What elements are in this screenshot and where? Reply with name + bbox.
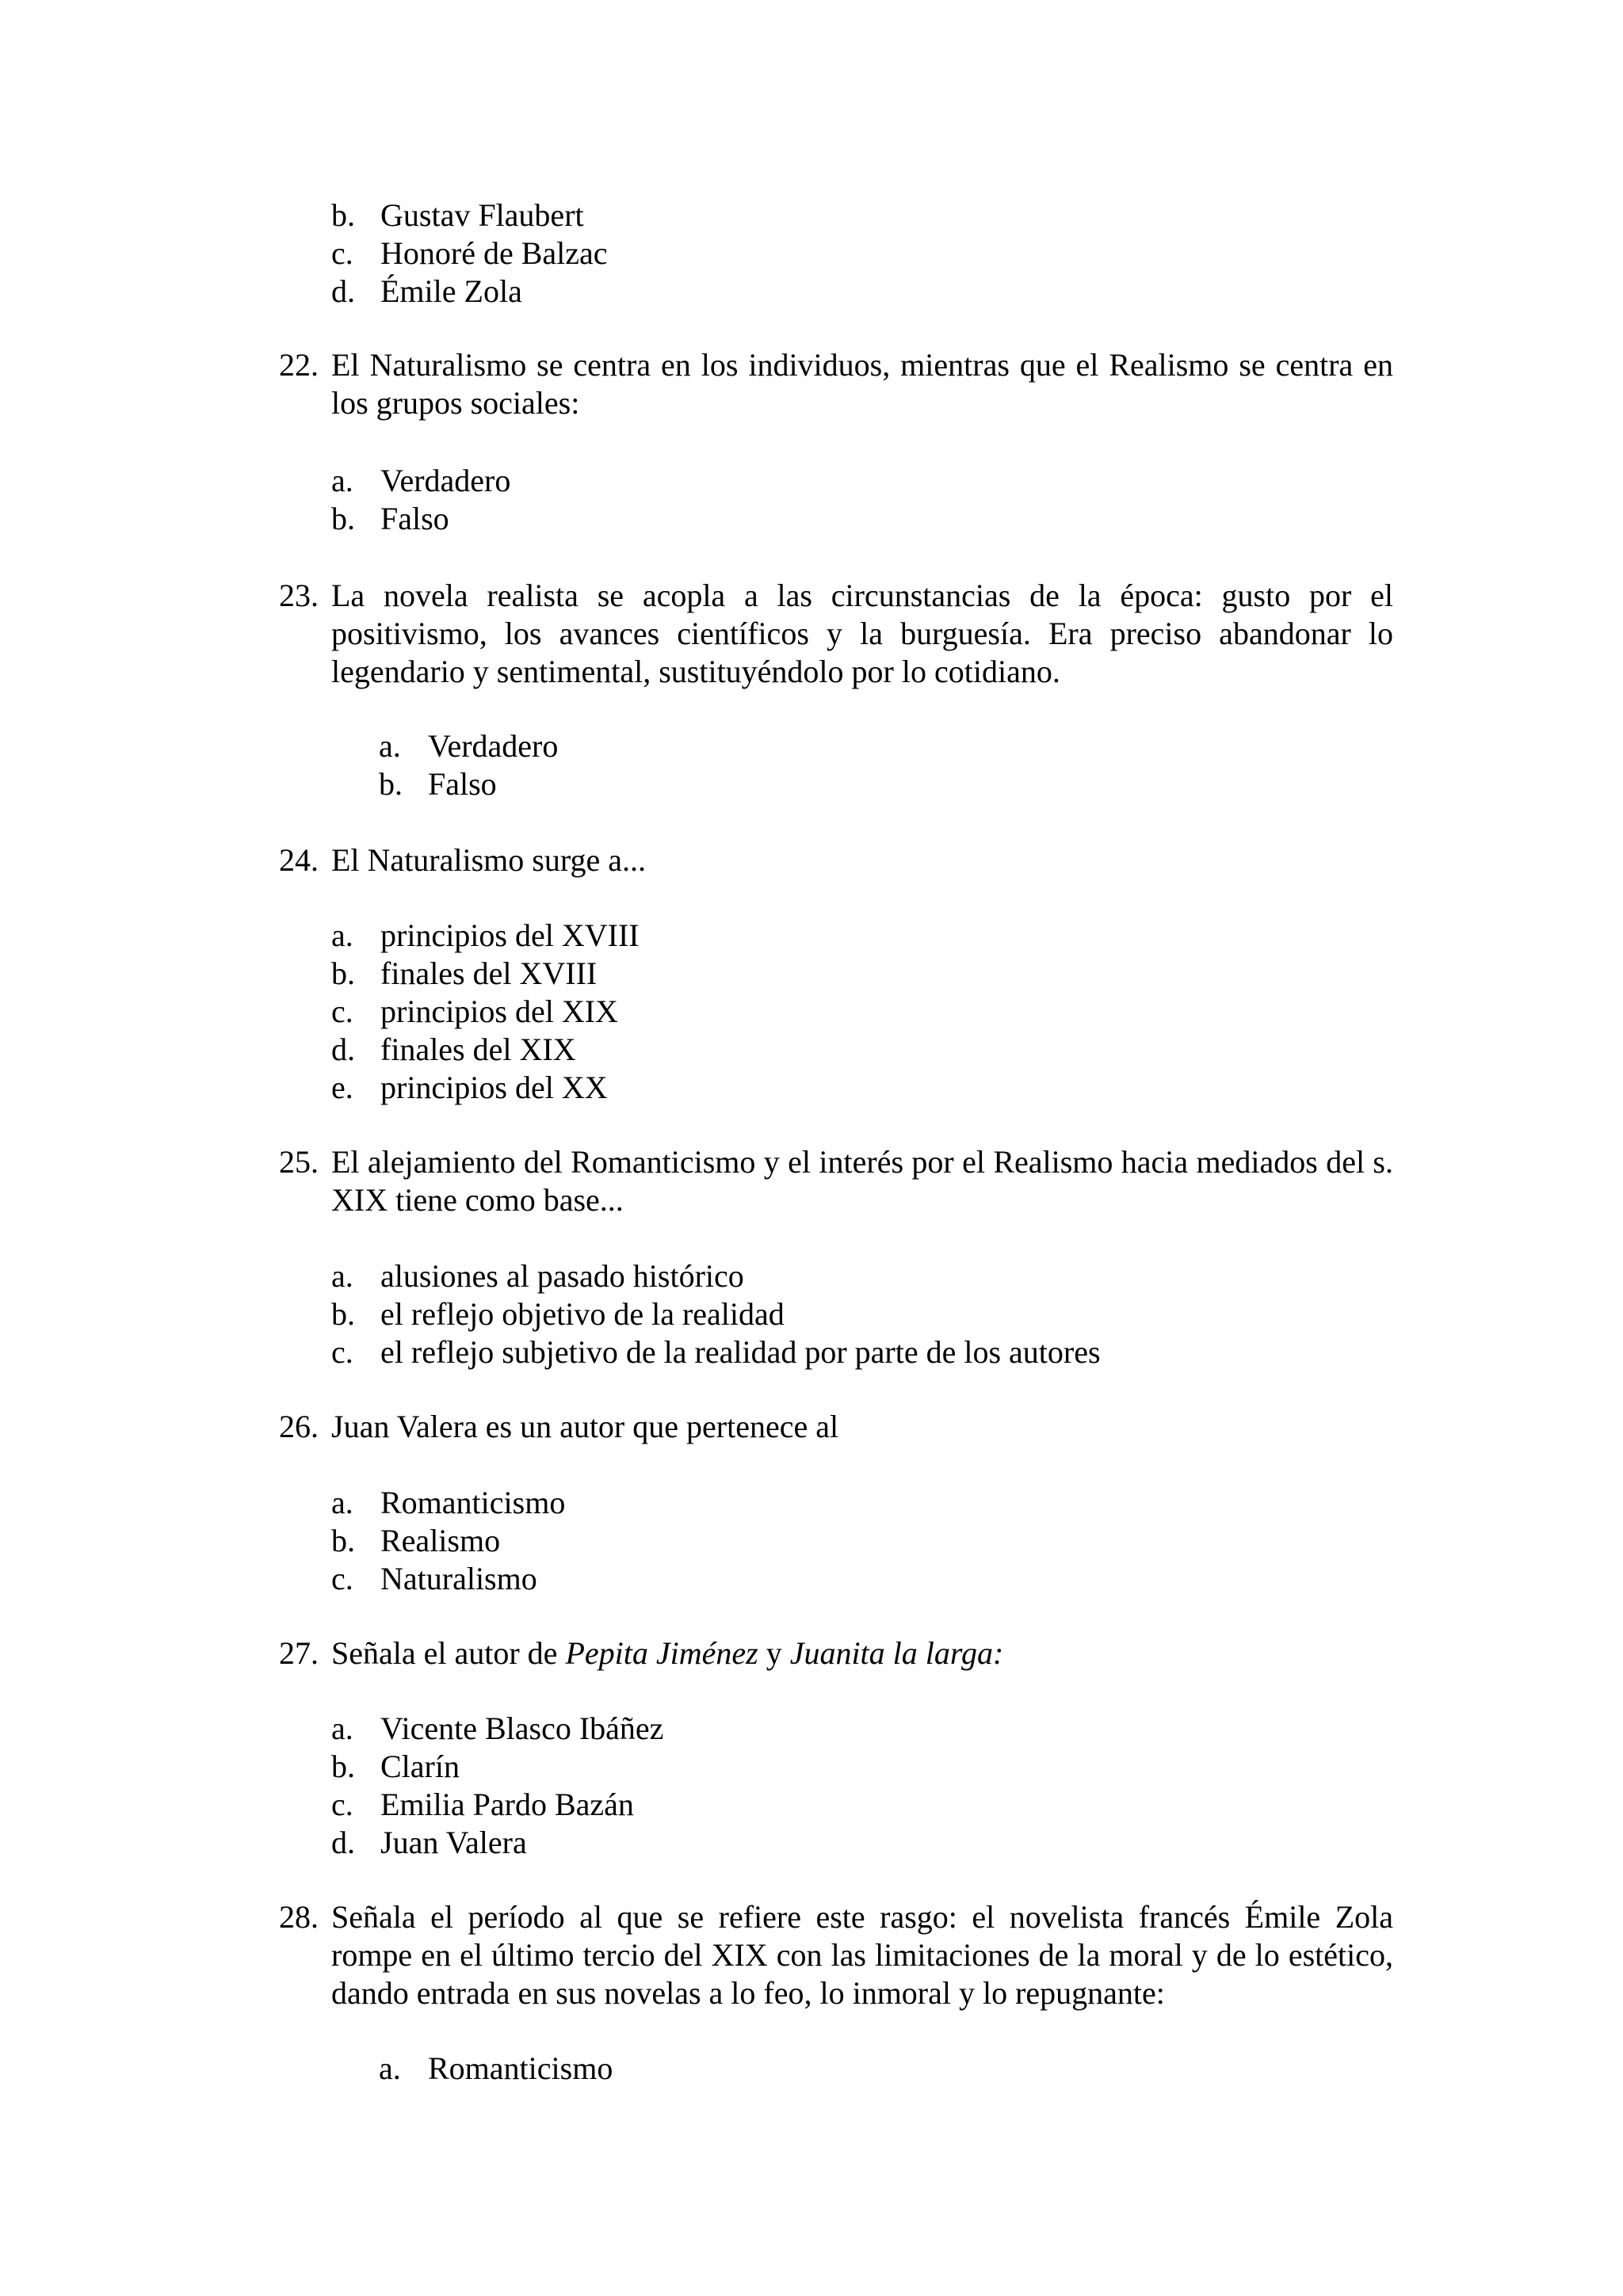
option-letter: c. (331, 994, 353, 1029)
option-text: Gustav Flaubert (380, 197, 584, 233)
question-22 (279, 346, 1393, 422)
option-letter: b. (331, 1296, 355, 1332)
question-text-mid: y (758, 1635, 790, 1671)
option-letter: c. (331, 235, 353, 271)
option-letter: c. (331, 1787, 353, 1822)
option-text: el reflejo subjetivo de la realidad por parte de los autores (380, 1334, 1101, 1370)
option-letter: a. (331, 463, 353, 498)
question-24 (279, 841, 1393, 879)
option-text: Falso (380, 501, 449, 536)
option-letter: d. (331, 1032, 355, 1067)
question-number: 23. (279, 578, 319, 613)
option-letter: c. (331, 1561, 353, 1596)
option-letter: d. (331, 1825, 355, 1860)
option-letter: a. (331, 1711, 353, 1746)
option-letter: a. (331, 1485, 353, 1520)
question-number: 28. (279, 1899, 319, 1935)
question-number: 24. (279, 842, 319, 878)
option-letter: b. (331, 197, 355, 233)
question-number: 22. (279, 347, 319, 383)
question-text: El alejamiento del Romanticismo y el interés por el Realismo hacia mediados del s. XIX tiene como base... (331, 1144, 1393, 1218)
option-letter: b. (331, 1749, 355, 1784)
option-text: Verdadero (380, 463, 511, 498)
option-letter: b. (379, 766, 403, 802)
option-letter: b. (331, 955, 355, 991)
option-text: Realismo (380, 1523, 501, 1558)
option-letter: a. (379, 2050, 401, 2086)
option-text: Naturalismo (380, 1561, 537, 1596)
question-text-pre: Señala el autor de (331, 1635, 566, 1671)
question-26 (279, 1408, 1393, 1446)
option-letter: e. (331, 1070, 353, 1105)
option-letter: a. (331, 917, 353, 953)
question-text: Señala el período al que se refiere este rasgo: el novelista francés Émile Zola rompe en el último tercio del XIX con las limitaciones de la moral y de lo estético, dando entrada en sus novelas a lo feo, lo inmoral y lo repugnante: (331, 1899, 1393, 2011)
option-text: principios del XVIII (380, 917, 640, 953)
book-title: Juanita la larga: (789, 1635, 1004, 1671)
option-text: Romanticismo (428, 2050, 613, 2086)
option-letter: b. (331, 1523, 355, 1558)
option-text: Vicente Blasco Ibáñez (380, 1711, 664, 1746)
question-number: 26. (279, 1409, 319, 1444)
option-text: el reflejo objetivo de la realidad (380, 1296, 785, 1332)
question-text: El Naturalismo se centra en los individuos, mientras que el Realismo se centra en los grupos sociales: (331, 347, 1393, 421)
question-text: La novela realista se acopla a las circunstancias de la época: gusto por el positivismo, los avances científicos y la burguesía. Era preciso abandonar lo legendario y sentimental, sustituyéndolo por lo cotidiano. (331, 578, 1393, 689)
option-text: Verdadero (428, 728, 559, 764)
question-23 (279, 577, 1393, 691)
option-text: Émile Zola (380, 273, 522, 309)
option-letter: b. (331, 501, 355, 536)
option-letter: a. (379, 728, 401, 764)
option-text: finales del XVIII (380, 955, 598, 991)
option-letter: d. (331, 273, 355, 309)
book-title: Pepita Jiménez (565, 1635, 758, 1671)
option-text: Juan Valera (380, 1825, 527, 1860)
option-text: Falso (428, 766, 497, 802)
question-25 (279, 1143, 1393, 1219)
option-text: principios del XIX (380, 994, 618, 1029)
option-text: principios del XX (380, 1070, 608, 1105)
question-number: 27. (279, 1635, 319, 1671)
question-27 (279, 1634, 1393, 1672)
question-number: 25. (279, 1144, 319, 1180)
question-text: Juan Valera es un autor que pertenece al (331, 1409, 839, 1444)
option-text: finales del XIX (380, 1032, 576, 1067)
option-text: Clarín (380, 1749, 460, 1784)
option-text: Romanticismo (380, 1485, 566, 1520)
option-text: Emilia Pardo Bazán (380, 1787, 634, 1822)
option-text: Honoré de Balzac (380, 235, 608, 271)
option-letter: c. (331, 1334, 353, 1370)
option-letter: a. (331, 1258, 353, 1294)
option-text: alusiones al pasado histórico (380, 1258, 744, 1294)
question-28 (279, 1898, 1393, 2012)
question-text: El Naturalismo surge a... (331, 842, 646, 878)
question-text (331, 1634, 1393, 1672)
